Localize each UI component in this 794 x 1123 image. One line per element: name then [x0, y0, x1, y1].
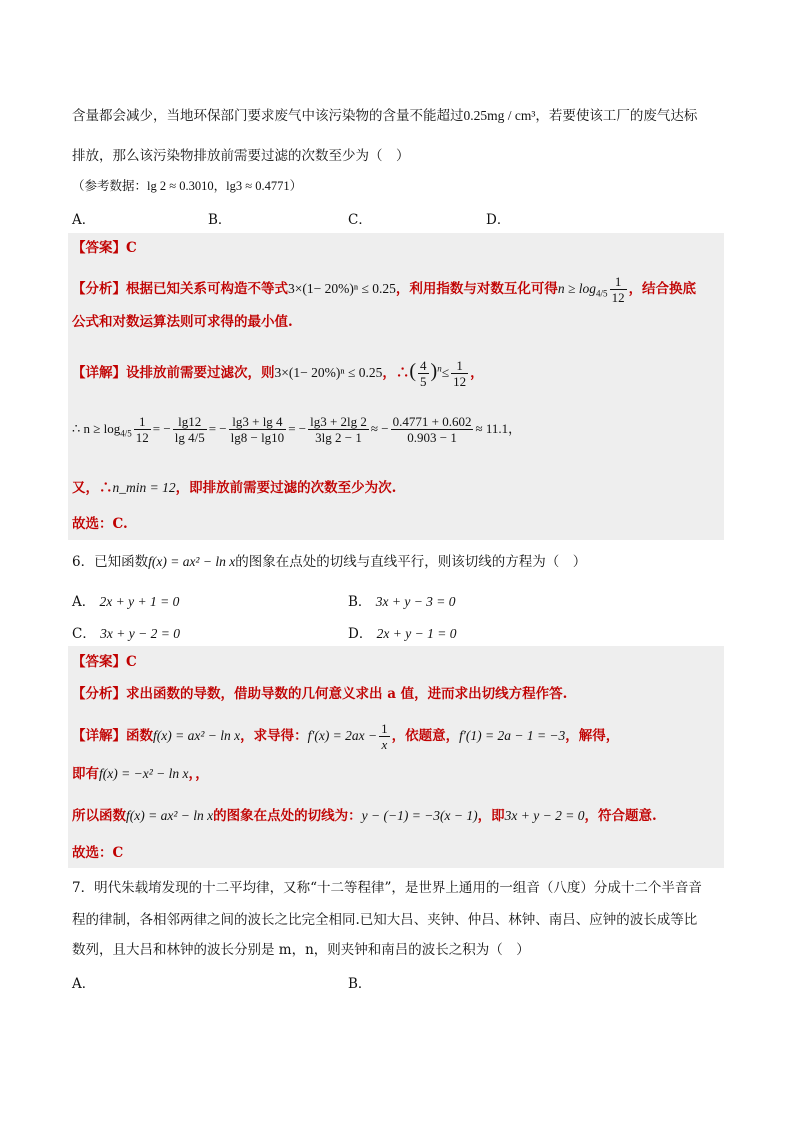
then-text: ，，	[188, 766, 209, 782]
q6-text: 的图象在点处的切线与直线平行，则该切线的方程为（ ）	[235, 554, 587, 570]
q5-answer	[72, 238, 137, 258]
frac-den: 12	[611, 290, 625, 305]
frac-num: lg3 + 2lg 2	[310, 414, 367, 429]
q6-answer	[72, 652, 137, 672]
conclusion-nmin: n_min = 12	[112, 480, 176, 495]
frac-num: 1	[610, 274, 627, 290]
q6-option-b	[348, 590, 456, 610]
calc-frac-5	[391, 414, 474, 445]
so-line: 3x + y − 2 = 0	[504, 808, 585, 823]
q5-calculation	[72, 414, 521, 445]
q6-then	[72, 764, 209, 784]
answer-tag: 【答案】	[72, 654, 126, 670]
q7-line3: 数列，且大吕和林钟的波长分别是 m，n，则夹钟和南吕的波长之积为（ ）	[72, 942, 530, 958]
ref-lg2: lg 2 ≈ 0.3010	[147, 179, 214, 193]
q6-option-c	[72, 622, 180, 642]
detail-text: ，解得，	[565, 728, 620, 744]
ref-label: （参考数据：	[72, 178, 148, 193]
calc-end: ，	[508, 422, 522, 437]
frac-num: 1	[451, 358, 468, 374]
detail-function: f(x) = ax² − ln x	[153, 728, 241, 743]
calc-frac-2	[173, 414, 207, 445]
detail-tag: 【详解】	[72, 365, 126, 381]
frac-den: lg 4/5	[174, 430, 205, 445]
analysis-text: 求出函数的导数，借助导数的几何意义求出 a 值，进而求出切线方程作答.	[126, 686, 568, 702]
conclusion-text: ，即排放前需要过滤的次数至少为次.	[175, 480, 397, 496]
q5-option-d: D．	[486, 212, 511, 228]
ref-sep: ，	[213, 178, 227, 193]
q6-text: 6．已知函数	[72, 554, 149, 570]
detail-fraction	[379, 721, 390, 752]
detail-text: ，依题意，	[391, 728, 460, 744]
q7-line2: 程的律制，各相邻两律之间的波长之比完全相同.已知大吕、夹钟、仲吕、林钟、南吕、应钟的波长成等比	[72, 912, 698, 928]
q5-analysis-line2: 公式和对数运算法则可求得的最小值.	[72, 314, 293, 330]
option-math: 2x + y − 1 = 0	[376, 626, 457, 641]
analysis-text: ，结合换底	[628, 281, 697, 297]
answer-value: C	[126, 240, 137, 256]
option-math: 3x + y − 2 = 0	[100, 626, 180, 641]
q7-option-b: B．	[348, 976, 372, 992]
analysis-text: ，利用指数与对数互化可得	[395, 281, 558, 297]
analysis-text: 根据已知关系可构造不等式	[126, 281, 288, 297]
answer-value: C	[126, 654, 137, 670]
analysis-log-base: 4/5	[596, 288, 608, 299]
frac-num: lg3 + lg 4	[229, 414, 287, 430]
detail-paren-fraction	[418, 358, 429, 389]
option-label: A．	[72, 594, 96, 610]
q5-conclusion	[72, 478, 396, 498]
option-math: 2x + y + 1 = 0	[99, 594, 180, 609]
calc-base: 4/5	[120, 428, 132, 439]
frac-num: 4	[420, 358, 427, 373]
q5-choose: 故选：C.	[72, 516, 128, 532]
analysis-log: n ≥ log	[557, 281, 597, 296]
frac-num: 0.4771 + 0.602	[392, 414, 472, 429]
q6-choose: 故选：C	[72, 845, 124, 861]
detail-le: ≤	[441, 365, 450, 380]
answer-tag: 【答案】	[72, 240, 126, 256]
detail-text: 函数	[126, 728, 153, 744]
q5-option-c: C．	[348, 212, 372, 228]
q6-analysis	[72, 684, 567, 704]
q5-detail-line1: 【详解】设排放前需要过滤次，则3×(1− 20%)ⁿ ≤ 0.25，∴( $\frac{4}{5}$ )$^n$≤ $\frac{1}{12}$ ，	[72, 358, 484, 389]
detail-value: f′(1) = 2a − 1 = −3	[459, 728, 566, 743]
frac-den: 3lg 2 − 1	[315, 430, 362, 445]
so-text: ，即	[477, 808, 505, 824]
frac-den: 0.903 − 1	[407, 430, 457, 445]
calc-lead: ∴ n ≥ log	[72, 421, 121, 436]
q5-analysis-line1	[72, 274, 696, 305]
detail-rhs-fraction	[451, 358, 468, 389]
q6-detail	[72, 721, 619, 752]
q5-text: ，若要使该工厂的废气达标	[535, 108, 698, 124]
frac-num: lg12	[173, 414, 207, 430]
detail-derivative: f′(x) = 2ax −	[307, 728, 378, 743]
calc-eq: = −	[288, 421, 307, 436]
q5-stem-line2: 排放，那么该污染物排放前需要过滤的次数至少为（ ）	[72, 148, 410, 164]
calc-frac-3	[229, 414, 287, 445]
analysis-fraction	[610, 274, 627, 305]
frac-den: lg8 − lg10	[230, 430, 285, 445]
then-text: 即有	[72, 766, 99, 782]
detail-text: 设排放前需要过滤次，则	[126, 365, 275, 381]
q5-text: 含量都会减少，当地环保部门要求废气中该污染物的含量不能超过	[72, 108, 464, 124]
frac-den: 12	[453, 374, 467, 389]
analysis-inequality: 3×(1− 20%)ⁿ ≤ 0.25	[288, 281, 396, 296]
q6-function: f(x) = ax² − ln x	[148, 554, 236, 569]
calc-result: ≈ 11.1	[475, 421, 509, 436]
q6-stem	[72, 552, 586, 572]
q7-line1: 7．明代朱载堉发现的十二平均律，又称“十二等程律”，是世界上通用的一组音（八度）分成十二个半音音	[72, 880, 702, 896]
analysis-tag: 【分析】	[72, 281, 126, 297]
frac-den: 12	[135, 430, 149, 445]
frac-num: 1	[381, 721, 388, 736]
so-function: f(x) = ax² − ln x	[126, 808, 214, 823]
ref-lg3: lg3 ≈ 0.4771	[226, 179, 290, 193]
q6-option-a	[72, 590, 179, 610]
calc-eq: = −	[208, 421, 227, 436]
q6-solution-box	[68, 646, 724, 868]
q6-option-d	[348, 622, 456, 642]
option-label: B．	[348, 594, 372, 610]
so-text: ，符合题意.	[584, 808, 657, 824]
q5-option-a: A．	[72, 212, 96, 228]
option-label: C．	[72, 626, 96, 642]
ref-close: ）	[289, 178, 303, 193]
option-math: 3x + y − 3 = 0	[375, 594, 456, 609]
calc-eq: = −	[152, 421, 171, 436]
analysis-tag: 【分析】	[72, 686, 126, 702]
q7-option-a: A．	[72, 976, 96, 992]
frac-den: 5	[420, 374, 427, 389]
detail-text: ，求导得：	[240, 728, 308, 744]
so-text: 的图象在点处的切线为：	[213, 808, 362, 824]
detail-text: ，∴	[382, 365, 410, 381]
q5-limit-math: 0.25mg / cm³	[463, 108, 536, 123]
frac-num: 1	[134, 414, 151, 430]
calc-frac-1	[134, 414, 151, 445]
so-text: 所以函数	[72, 808, 126, 824]
calc-eq: ≈ −	[370, 421, 389, 436]
detail-exponent: n	[437, 363, 442, 374]
q5-stem-line1	[72, 106, 697, 126]
frac-den: x	[381, 737, 388, 752]
so-tangent: y − (−1) = −3(x − 1)	[361, 808, 478, 823]
conclusion-text: 又，∴	[72, 480, 113, 496]
q5-option-b: B．	[208, 212, 232, 228]
detail-inequality: 3×(1− 20%)ⁿ ≤ 0.25	[274, 365, 383, 380]
then-function: f(x) = −x² − ln x	[99, 766, 189, 781]
calc-frac-4	[308, 414, 369, 445]
q6-so	[72, 806, 657, 826]
detail-text: ，	[470, 365, 484, 381]
q5-reference-data	[72, 176, 302, 196]
option-label: D．	[348, 626, 373, 642]
detail-tag: 【详解】	[72, 728, 126, 744]
